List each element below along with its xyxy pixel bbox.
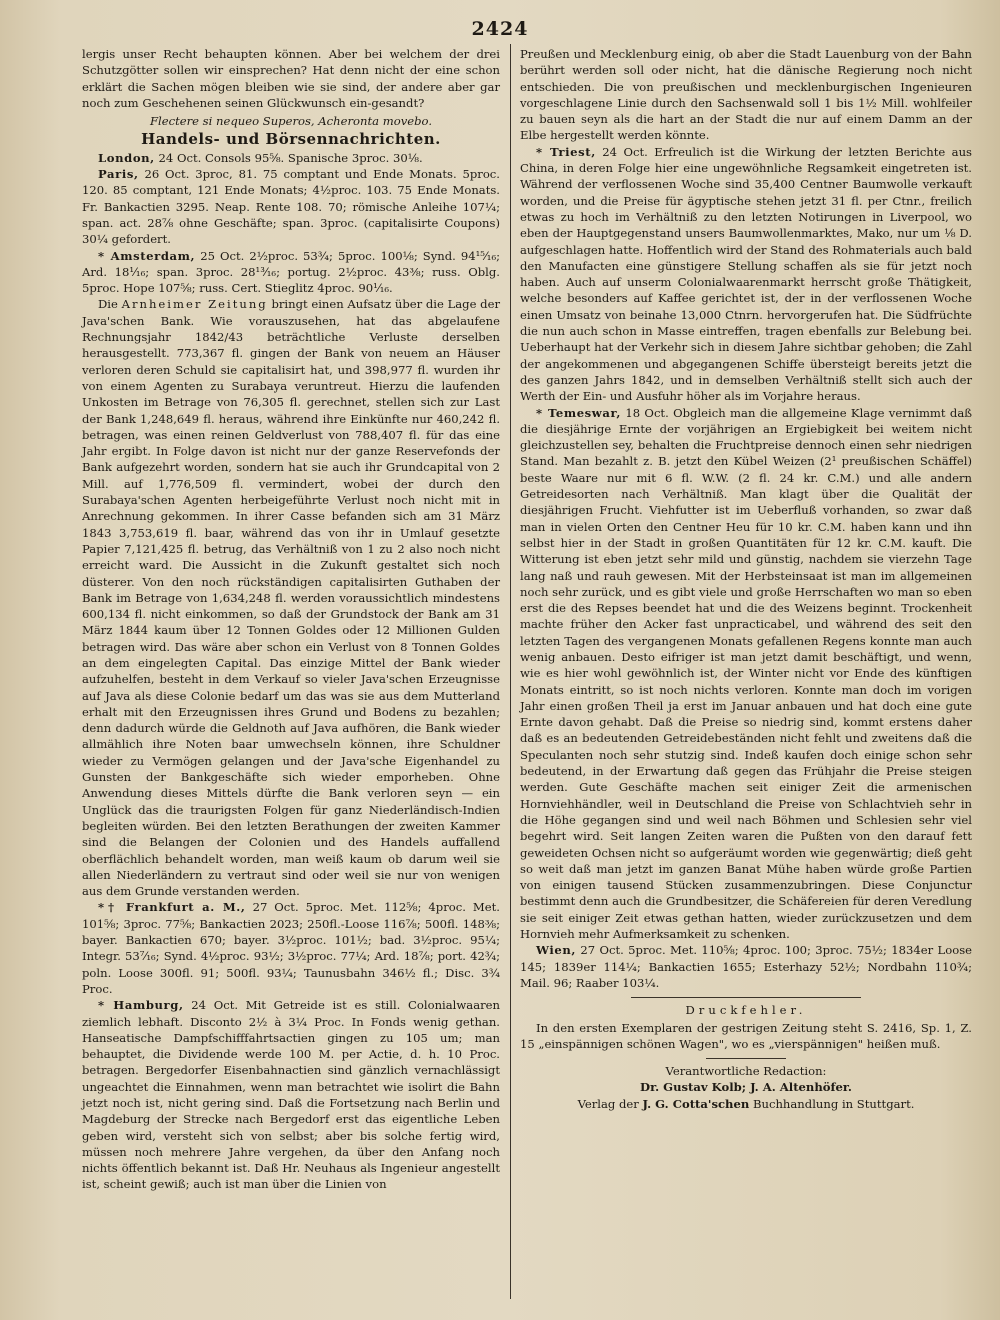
- report-temeswar: [520, 405, 972, 943]
- place-triest: * Triest,: [536, 144, 596, 159]
- page-number: 2424: [471, 18, 529, 40]
- report-temeswar-text: 18 Oct. Obgleich man die allgemeine Klage vernimmt daß die diesjährige Ernte der vorjährigen an Ergiebigkeit bei weitem nicht gleichzustellen sey, behalten die Fruchtpreise dennoch einen sehr niedrigen Stand. Man bezahlt z. B. jetzt den Kübel Weizen (2¹ preußischen Schäffel) beste Waare nur mit 6 fl. W.W. (2 fl. 24 kr. C.M.) und alle andern Getreidesorten nach Verhältniß. Man klagt über die Qualität der diesjährigen Frucht. Viehfutter ist im Ueberfluß vorhanden, so zwar daß man in vielen Orten den Centner Heu für 10 kr. C.M. haben kann und ihn selbst hier in der Stadt in großen Quantitäten für 12 kr. C.M. kauft. Die Witterung ist eben jetzt sehr mild und günstig, nachdem sie vierzehn Tage lang naß und rauh gewesen. Mit der Herbsteinsaat ist man im allgemeinen noch sehr zurück, und es gibt viele und große Herrschaften wo man so eben erst die des Repses beendet hat und die des Weizens beginnt. Trockenheit machte früher den Acker fast unpracticabel, und während des seit den letzten Tagen des vergangenen Monats gefallenen Regens konnte man auch wenig anbauen. Desto eifriger ist man jetzt damit beschäftigt, und wenn, wie es hier wohl gewöhnlich ist, der Winter nicht vor Ende des künftigen Monats eintritt, so ist noch nichts verloren. Konnte man doch im vorigen Jahr einen großen Theil ja erst im Januar anbauen und hat doch eine gute Ernte davon gehabt. Daß die Preise so niedrig sind, kommt erstens daher daß es an bedeutenden Getreidebeständen nicht fehlt und zweitens daß die Speculanten noch sehr stutzig sind. Indeß kaufen doch einige schon sehr bedeutend, in der Erwartung daß gegen das Frühjahr die Preise steigen werden. Gute Geschäfte machen seit einiger Zeit die armenischen Hornviehhändler, weil in Deutschland die Preise von Schlachtvieh sehr in die Höhe gegangen sind und weil nach Böhmen und Schlesien sehr viel begehrt wird. Seit langen Zeiten waren die Pußten von den darauf fett geweideten Ochsen nicht so aufgeräumt worden wie gegenwärtig; dieß geht so weit daß man jetzt im ganzen Banat Mühe haben würde große Partien von einigen tausend Stücken zusammenzubringen. Diese Conjunctur bestimmt denn auch die Grundbesitzer, die Schäfereien für deren Veredlung sie seit einiger Zeit etwas gethan hatten, wieder zurückzusetzen und dem Hornvieh mehr Aufmerksamkeit zu schenken.: [520, 405, 973, 942]
- erratum-text: In den ersten Exemplaren der gestrigen Zeitung steht S. 2416, Sp. 1, Z. 15 „einspännigen schönen Wagen", wo es „vierspännigen" heißen muß.: [520, 1020, 972, 1051]
- report-amsterdam-text: 25 Oct. 2½proc. 53¾; 5proc. 100⅛; Synd. 94¹⁵⁄₁₆; Ard. 18¹⁄₁₆; span. 3proc. 28¹³⁄₁₆; portug. 2½proc. 43⅜; russ. Oblg. 5proc. Hope 107⅝; russ. Cert. Stieglitz 4proc. 90¹⁄₁₆.: [82, 248, 501, 296]
- report-triest: [520, 144, 972, 405]
- report-amsterdam: [82, 248, 500, 297]
- place-amsterdam: * Amsterdam,: [98, 248, 196, 263]
- report-frankfurt: [82, 899, 500, 997]
- editor-names: Dr. Gustav Kolb; J. A. Altenhöfer.: [640, 1080, 852, 1095]
- report-hamburg: [82, 997, 500, 1193]
- place-london: London,: [98, 150, 155, 165]
- place-temeswar: * Temeswar,: [536, 405, 621, 420]
- report-triest-text: 24 Oct. Erfreulich ist die Wirkung der letzten Berichte aus China, in deren Folge hier eine ungewöhnliche Regsamkeit eingetreten ist. Während der verflossenen Woche sind 35,400 Centner Baumwolle verkauft worden, und die Preise für ägyptische stehen jetzt 31 fl. per Ctnr., freilich etwas zu hoch im Verhältniß zu den letzten Notirungen in Liverpool, wo eben der Hauptgegenstand unsers Baumwollenmarktes, Mako, nur um ⅛ D. aufgeschlagen hatte. Hoffentlich wird der Stand des Rohmaterials auch bald den Manufacten eine günstigere Stellung schaffen als sie für jetzt noch haben. Auch auf unserm Colonialwaarenmarkt herrscht große Thätigkeit, welche besonders auf Kaffee gerichtet ist, der in der verflossenen Woche einen Umsatz von beinahe 13,000 Ctnrn. hervorgerufen hat. Die Südfrüchte die nun auch schon in Masse eintreffen, tragen ebenfalls zur Belebung bei. Ueberhaupt hat der Verkehr sich in diesem Jahre sichtbar gehoben; die Zahl der angekommenen und abgegangenen Schiffe übersteigt bereits jetzt die des ganzen Jahrs 1842, und in demselben Verhältniß stellt sich auch der Werth der Ein- und Ausfuhr höher als im Vorjahre heraus.: [520, 144, 973, 404]
- arnheim-newspaper-name: Arnheimer Zeitung: [121, 297, 268, 312]
- section-heading: Handels- und Börsennachrichten.: [141, 130, 441, 149]
- report-london-text: 24 Oct. Consols 95⅝. Spanische 3proc. 30⅛.: [158, 150, 423, 165]
- intro-paragraph: lergis unser Recht behaupten können. Aber bei welchem der drei Schutzgötter sollen wir einsprechen? Hat denn nicht der eine schon erklärt die Sachen mögen bleiben wie sie sind, der andere aber gar noch zum Geschehenen seinen Glückwunsch ein-gesandt?: [82, 47, 500, 110]
- report-paris-text: 26 Oct. 3proc, 81. 75 comptant und Ende Monats. 5proc. 120. 85 comptant, 121 Ende Monats; 4½proc. 103. 75 Ende Monats. Fr. Bankactien 3295. Neap. Rente 108. 70; römische Anleihe 107¼; span. act. 28⅞ ohne Geschäfte; span. 3proc. (capitalisirte Coupons) 30¼ gefordert.: [82, 167, 500, 247]
- report-arnheim: [82, 296, 500, 899]
- erratum-title: Druckfehler.: [685, 1003, 807, 1018]
- place-frankfurt: *† Frankfurt a. M.,: [98, 900, 246, 915]
- right-column: [520, 46, 972, 1112]
- report-hamburg-continued: Preußen und Mecklenburg einig, ob aber die Stadt Lauenburg von der Bahn berührt werden soll oder nicht, hat die dänische Regierung noch nicht entschieden. Die von preußischen und mecklenburgischen Ingenieuren vorgeschlagene Linie durch den Sachsenwald soll 1 bis 1½ Mill. wohlfeiler zu bauen seyn als die hart an der Stadt die nur auf einem Damm an der Elbe hergestellt werden könnte.: [520, 47, 972, 143]
- left-column: [82, 46, 500, 1193]
- latin-quote: Flectere si nequeo Superos, Acheronta movebo.: [149, 114, 433, 129]
- publisher-prefix: Verlag der: [577, 1096, 639, 1111]
- separator-rule: [631, 997, 861, 998]
- column-divider: [510, 44, 511, 1299]
- report-arnheim-text: bringt einen Aufsatz über die Lage der Java'schen Bank. Wie vorauszusehen, hat das abgelaufene Rechnungsjahr 1842/43 beträchtliche Verluste derselben herausgestellt. 773,367 fl. gingen der Bank von neuem an Häuser verloren deren Schuld sie capitalisirt hat, und 398,977 fl. wurden ihr von einem Agenten zu Surabaya veruntreut. Hierzu die laufenden Unkosten im Betrage von 76,305 fl. gerechnet, stellen sich zur Last der Bank 1,248,649 fl. heraus, während ihre Einkünfte nur 460,242 fl. betragen, was einen reinen Geldverlust von 788,407 fl. für das eine Jahr ergibt. In Folge davon ist nicht nur der ganze Reservefonds der Bank aufgezehrt worden, sondern hat sie auch ihr Grundcapital von 2 Mill. auf 1,776,509 fl. vermindert, wobei der durch den Surabaya'schen Agenten herbeigeführte Verlust noch nicht mit in Anrechnung gekommen. In ihrer Casse befanden sich am 31 März 1843 3,753,619 fl. baar, während das von ihr in Umlauf gesetzte Papier 7,121,425 fl. betrug, das Verhältniß von 1 zu 2 also noch nicht erreicht ward. Die Aussicht in die Zukunft gestaltet sich noch düsterer. Von den noch rückständigen capitalisirten Guthaben der Bank im Betrage von 1,634,248 fl. werden voraussichtlich mindestens 600,134 fl. nicht einkommen, so daß der Grundstock der Bank am 31 März 1844 kaum über 12 Tonnen Goldes oder 12 Millionen Gulden betragen wird. Das wäre aber schon ein Verlust von 8 Tonnen Goldes an dem eingelegten Capital. Das einzige Mittel der Bank wieder aufzuhelfen, besteht in dem Verkauf so vieler Java'schen Erzeugnisse auf Java als diese Colonie bedarf um das was sie aus dem Mutterland erhalt mit den Erzeugnissen ihres Grund und Bodens zu bezahlen; denn dadurch würde die Geldnoth auf Java aufhören, die Bank wieder allmählich ihre Noten baar umwechseln können, ihre Schuldner wieder zu Vermögen gelangen und der Java'sche Eigenhandel zu Gunsten der Bankgeschäfte sich wieder emporheben. Ohne Anwendung dieses Mittels dürfte die Bank verloren seyn — ein Unglück das die traurigsten Folgen für ganz Niederländisch-Indien begleiten würden. Bei den letzten Berathungen der zweiten Kammer sind die Belangen der Colonien und des Handels auffallend oberflächlich behandelt worden, man weiß kaum ob darum weil sie allen Niederländern zu vertraut sind oder weil sie nur von wenigen aus dem Grunde verstanden werden.: [82, 297, 500, 899]
- place-paris: Paris,: [98, 167, 139, 182]
- place-wien: Wien,: [536, 943, 577, 958]
- report-frankfurt-text: 27 Oct. 5proc. Met. 112⅝; 4proc. Met. 101⅝; 3proc. 77⅝; Bankactien 2023; 250fl.-Loose 116⅞; 500fl. 148⅜; bayer. Bankactien 670; bayer. 3½proc. 101½; bad. 3½proc. 95¼; Integr. 53⁷⁄₁₆; Synd. 4½proc. 93½; 3½proc. 77¼; Ard. 18⅞; port. 42¾; poln. Loose 300fl. 91; 500fl. 93¼; Taunusbahn 346½ fl.; Disc. 3¾ Proc.: [82, 900, 500, 996]
- separator-rule-short: [706, 1058, 786, 1059]
- publisher-line: [520, 1096, 972, 1112]
- arnheim-lead: Die: [98, 297, 118, 312]
- place-hamburg: * Hamburg,: [98, 998, 184, 1013]
- editor-label: Verantwortliche Redaction:: [665, 1064, 827, 1079]
- report-hamburg-text: 24 Oct. Mit Getreide ist es still. Colonialwaaren ziemlich lebhaft. Disconto 2½ à 3¼ Proc. In Fonds wenig gethan. Hanseatische Dampfschifffahrtsactien gingen zu 105 um; man behauptet, die Dividende werde 100 M. per Actie, d. h. 10 Proc. betragen. Bergedorfer Eisenbahnactien sind gänzlich vernachlässigt ungeachtet die Einnahmen, wenn man betrachtet wie isolirt die Bahn jetzt noch ist, nicht gering sind. Daß die Fortsetzung nach Berlin und Magdeburg der Strecke nach Bergedorf erst das eigentliche Leben geben wird, versteht sich von selbst; aber bis solche fertig wird, müssen noch mehrere Jahre vergehen, da über den Anfang noch nichts öffentlich bekannt ist. Daß Hr. Neuhaus als Ingenieur angestellt ist, scheint gewiß; auch ist man über die Linien von: [82, 998, 500, 1192]
- report-wien-text: 27 Oct. 5proc. Met. 110⅝; 4proc. 100; 3proc. 75½; 1834er Loose 145; 1839er 114¼; Bankactien 1655; Esterhazy 52½; Nordbahn 110¾; Mail. 96; Raaber 103¼.: [520, 943, 972, 990]
- report-paris: [82, 166, 500, 247]
- report-wien: [520, 942, 972, 991]
- publisher-name: J. G. Cotta'schen: [642, 1096, 750, 1111]
- publisher-suffix: Buchhandlung in Stuttgart.: [752, 1096, 915, 1111]
- report-london: [82, 150, 500, 166]
